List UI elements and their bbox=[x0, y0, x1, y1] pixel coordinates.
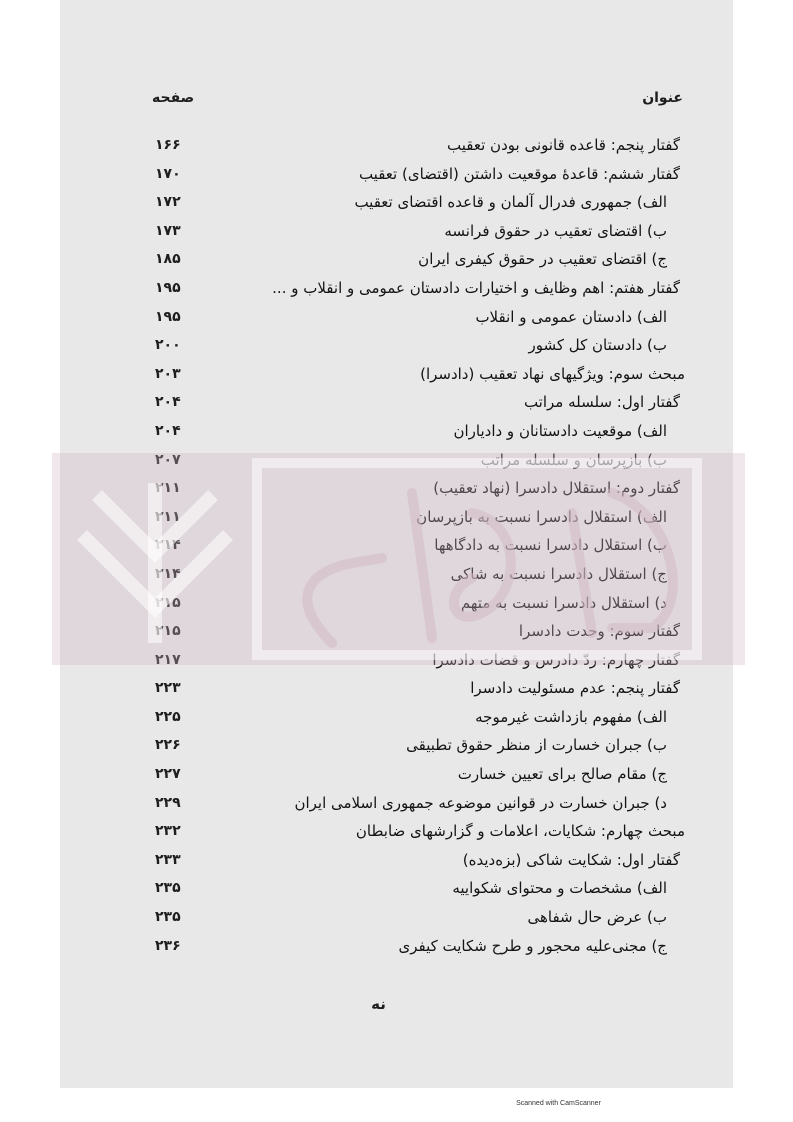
toc-entry-title: ب) استقلال دادسرا نسبت به دادگاهها bbox=[434, 536, 667, 555]
title-column-heading: عنوان bbox=[642, 90, 683, 106]
toc-entry bbox=[60, 560, 733, 589]
toc-entry-title: گفتار پنجم: قاعده قانونی بودن تعقیب bbox=[447, 136, 680, 154]
toc-entry-title: الف) استقلال دادسرا نسبت به بازپرسان bbox=[416, 507, 667, 526]
toc-entry-page: ۱۷۰ bbox=[155, 165, 181, 182]
toc-entry-page: ۲۳۲ bbox=[155, 823, 181, 840]
toc-entry-page: ۲۱۵ bbox=[155, 623, 181, 640]
toc-header bbox=[60, 90, 733, 114]
toc-entry bbox=[60, 303, 733, 332]
toc-entry-page: ۲۲۶ bbox=[155, 737, 181, 754]
toc-entry bbox=[60, 846, 733, 875]
toc-entry-title: د) جبران خسارت در قوانین موضوعه جمهوری اسلامی ایران bbox=[294, 793, 667, 812]
toc-entry bbox=[60, 760, 733, 789]
page-column-heading: صفحه bbox=[152, 90, 195, 106]
toc-entry-title: الف) موقعیت دادستانان و دادیاران bbox=[453, 421, 667, 440]
toc-entry-page: ۱۹۵ bbox=[155, 308, 181, 325]
toc-entry bbox=[60, 903, 733, 932]
toc-entry-page: ۲۱۷ bbox=[155, 651, 181, 668]
toc-entry bbox=[60, 360, 733, 389]
toc-entry-page: ۲۳۵ bbox=[155, 909, 181, 926]
toc-entry bbox=[60, 474, 733, 503]
toc-entry bbox=[60, 731, 733, 760]
toc-entry-title: مبحث سوم: ویژگیهای نهاد تعقیب (دادسرا) bbox=[420, 364, 685, 383]
scanned-page bbox=[60, 0, 733, 1088]
toc-entry-title: گفتار ششم: قاعدهٔ موقعیت داشتن (اقتضای) تعقیب bbox=[358, 164, 680, 183]
toc-entry-page: ۱۶۶ bbox=[155, 137, 181, 153]
toc-entry-page: ۲۰۷ bbox=[155, 451, 181, 468]
toc-entry-title: گفتار سوم: وحدت دادسرا bbox=[518, 622, 680, 641]
toc-entry-page: ۲۳۶ bbox=[155, 937, 181, 954]
toc-entry-page: ۲۱۴ bbox=[155, 537, 181, 554]
toc-entry-title: گفتار پنجم: عدم مسئولیت دادسرا bbox=[470, 679, 680, 698]
toc-entry-page: ۲۲۵ bbox=[155, 708, 181, 725]
toc-entry-title: ب) بازپرسان و سلسله مراتب bbox=[480, 450, 667, 469]
toc-entry-title: د) استقلال دادسرا نسبت به متهم bbox=[460, 593, 667, 612]
toc-entry-page: ۲۲۷ bbox=[155, 766, 181, 783]
toc-entry bbox=[60, 131, 733, 160]
toc-entry bbox=[60, 188, 733, 217]
toc-entry bbox=[60, 932, 733, 961]
toc-entry-title: ب) دادستان کل کشور bbox=[528, 336, 667, 355]
toc-entry bbox=[60, 503, 733, 532]
toc-entry-title: گفتار اول: سلسله مراتب bbox=[523, 393, 680, 412]
toc-entry-page: ۱۷۲ bbox=[155, 194, 181, 211]
toc-entry bbox=[60, 446, 733, 475]
toc-entry-title: الف) دادستان عمومی و انقلاب bbox=[475, 307, 667, 326]
page-number-footer bbox=[60, 995, 733, 1013]
table-of-contents bbox=[60, 131, 733, 960]
toc-entry-title: ج) مقام صالح برای تعیین خسارت bbox=[457, 765, 667, 784]
toc-entry-title: مبحث چهارم: شکایات، اعلامات و گزارشهای ضابطان bbox=[355, 822, 685, 841]
toc-entry-title: گفتار هفتم: اهم وظایف و اختیارات دادستان عمومی و انقلاب و ... bbox=[272, 278, 680, 297]
scan-credit bbox=[0, 1100, 793, 1107]
toc-entry bbox=[60, 646, 733, 675]
toc-entry-page: ۲۲۹ bbox=[155, 794, 181, 811]
toc-entry-page: ۲۳۳ bbox=[155, 851, 181, 868]
toc-entry bbox=[60, 874, 733, 903]
toc-entry bbox=[60, 817, 733, 846]
toc-entry-title: ب) جبران خسارت از منظر حقوق تطبیقی bbox=[406, 736, 667, 755]
toc-entry-title: ج) استقلال دادسرا نسبت به شاکی bbox=[450, 564, 667, 583]
toc-entry bbox=[60, 160, 733, 189]
toc-entry bbox=[60, 617, 733, 646]
toc-entry-title: ج) اقتضای تعقیب در حقوق کیفری ایران bbox=[418, 250, 667, 269]
toc-entry bbox=[60, 674, 733, 703]
toc-entry-title: ج) مجنی‌علیه محجور و طرح شکایت کیفری bbox=[398, 936, 667, 955]
toc-entry-title: الف) مفهوم بازداشت غیرموجه bbox=[475, 707, 667, 726]
toc-entry-page: ۲۱۱ bbox=[155, 480, 181, 497]
toc-entry bbox=[60, 274, 733, 303]
toc-entry-page: ۲۱۱ bbox=[155, 508, 181, 525]
scan-credit-text: Scanned with CamScanner bbox=[516, 1100, 601, 1107]
toc-entry bbox=[60, 245, 733, 274]
page-number: نه bbox=[371, 995, 386, 1013]
toc-entry-page: ۲۲۳ bbox=[155, 680, 181, 697]
toc-entry-title: گفتار اول: شکایت شاکی (بزه‌دیده) bbox=[462, 850, 680, 869]
toc-entry bbox=[60, 703, 733, 732]
toc-entry-title: گفتار دوم: استقلال دادسرا (نهاد تعقیب) bbox=[433, 479, 680, 498]
toc-entry-page: ۲۱۴ bbox=[155, 565, 181, 582]
toc-entry-title: الف) جمهوری فدرال آلمان و قاعده اقتضای تعقیب bbox=[354, 193, 667, 212]
toc-entry-title: ب) اقتضای تعقیب در حقوق فرانسه bbox=[444, 221, 667, 240]
toc-entry-page: ۲۰۴ bbox=[155, 422, 181, 439]
toc-entry bbox=[60, 589, 733, 618]
toc-entry-page: ۱۹۵ bbox=[155, 279, 181, 296]
toc-entry bbox=[60, 531, 733, 560]
toc-entry-page: ۲۱۵ bbox=[155, 594, 181, 611]
toc-entry-page: ۱۷۳ bbox=[155, 222, 181, 239]
toc-entry bbox=[60, 217, 733, 246]
toc-entry-page: ۲۳۵ bbox=[155, 880, 181, 897]
toc-entry-page: ۱۸۵ bbox=[155, 251, 181, 268]
toc-entry-page: ۲۰۴ bbox=[155, 394, 181, 411]
toc-entry-title: الف) مشخصات و محتوای شکواییه bbox=[452, 879, 667, 898]
toc-entry-page: ۲۰۳ bbox=[155, 365, 181, 382]
toc-entry bbox=[60, 331, 733, 360]
toc-entry bbox=[60, 417, 733, 446]
toc-entry-title: ب) عرض حال شفاهی bbox=[527, 908, 667, 927]
toc-entry bbox=[60, 388, 733, 417]
toc-entry-title: گفتار چهارم: ردّ دادرس و قضات دادسرا bbox=[432, 650, 680, 669]
toc-entry bbox=[60, 789, 733, 818]
toc-entry-page: ۲۰۰ bbox=[155, 337, 181, 354]
